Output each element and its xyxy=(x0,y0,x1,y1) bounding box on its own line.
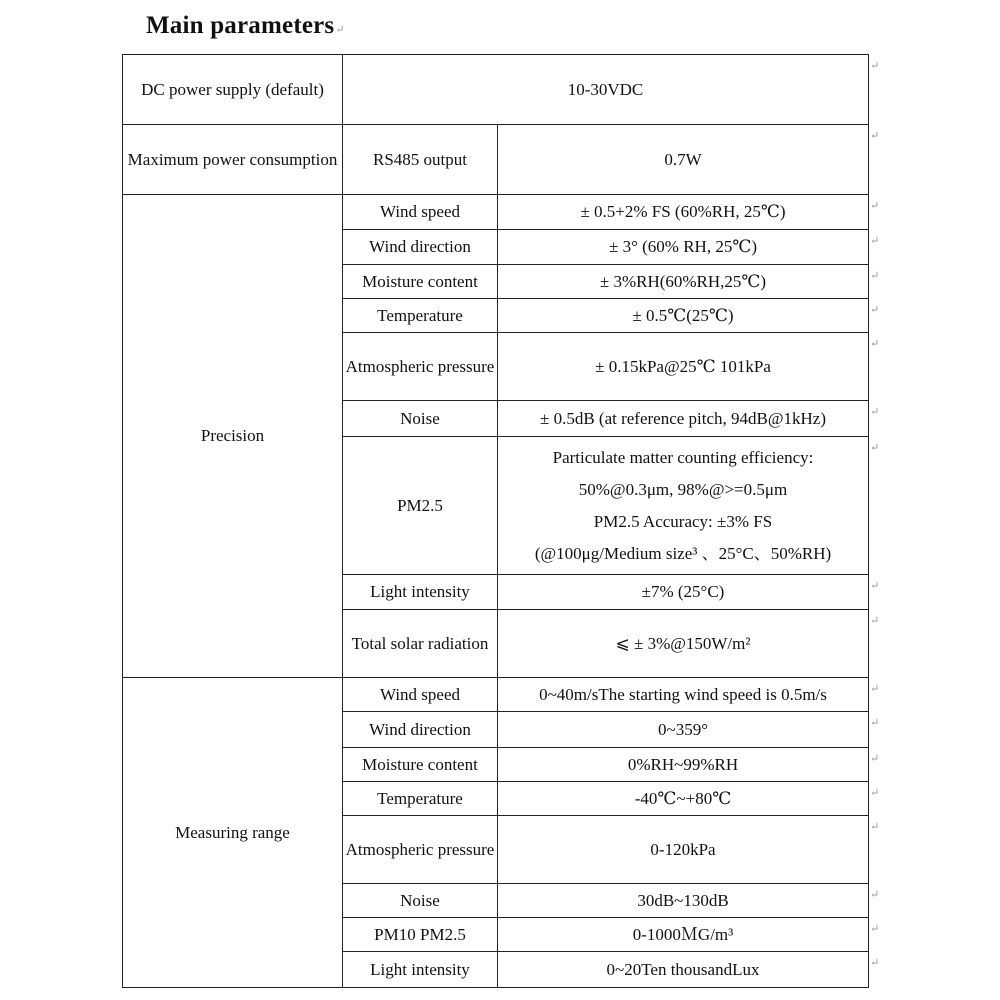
precision-param-value: ± 0.5dB (at reference pitch, 94dB@1kHz) xyxy=(498,401,869,437)
precision-param-label: Wind direction xyxy=(343,230,498,265)
range-group-label: Measuring range xyxy=(123,678,343,988)
precision-param-label: Wind speed xyxy=(343,195,498,230)
paragraph-mark-icon: ↵ xyxy=(870,199,880,212)
precision-param-label: PM2.5 xyxy=(343,437,498,575)
precision-param-value: ± 3%RH(60%RH,25℃) xyxy=(498,265,869,299)
paragraph-mark-icon: ↵ xyxy=(870,234,880,247)
range-param-value: 0-1000ＭG/m³ xyxy=(498,918,869,952)
paragraph-mark-icon: ↵ xyxy=(870,752,880,765)
range-param-label: Temperature xyxy=(343,782,498,816)
paragraph-mark-icon: ↵ xyxy=(870,405,880,418)
range-param-value: 0~40m/sThe starting wind speed is 0.5m/s xyxy=(498,678,869,712)
precision-param-label: Moisture content xyxy=(343,265,498,299)
range-param-value: 0~359° xyxy=(498,712,869,748)
value-line: (@100μg/Medium size³ 、25°C、50%RH) xyxy=(534,543,832,563)
paragraph-mark-icon: ↵ xyxy=(870,614,880,627)
paragraph-mark-icon: ↵ xyxy=(870,716,880,729)
precision-param-label: Total solar radiation xyxy=(343,610,498,678)
range-param-label: Atmospheric pressure xyxy=(343,816,498,884)
paragraph-mark-icon: ↵ xyxy=(870,337,880,350)
paragraph-mark-icon: ↵ xyxy=(870,956,880,969)
precision-param-label: Temperature xyxy=(343,299,498,333)
title-text: Main parameters xyxy=(146,12,335,39)
table-row xyxy=(123,678,869,712)
range-param-label: Noise xyxy=(343,884,498,918)
max-power-value: 0.7W xyxy=(498,125,869,195)
precision-param-value: ± 0.5℃(25℃) xyxy=(498,299,869,333)
range-param-value: 0%RH~99%RH xyxy=(498,748,869,782)
precision-param-value: ± 0.15kPa@25℃ 101kPa xyxy=(498,333,869,401)
precision-param-value: ⩽ ± 3%@150W/m² xyxy=(498,610,869,678)
paragraph-mark-icon: ↵ xyxy=(870,922,880,935)
range-param-label: PM10 PM2.5 xyxy=(343,918,498,952)
precision-param-value xyxy=(498,437,869,575)
paragraph-mark-icon: ↵ xyxy=(870,129,880,142)
precision-param-label: Atmospheric pressure xyxy=(343,333,498,401)
paragraph-mark-icon: ↵ xyxy=(870,888,880,901)
table-row xyxy=(123,55,869,125)
paragraph-mark-icon: ↵ xyxy=(870,820,880,833)
range-param-value: 0-120kPa xyxy=(498,816,869,884)
range-param-value: 30dB~130dB xyxy=(498,884,869,918)
paragraph-mark-icon: ↵ xyxy=(870,303,880,316)
range-param-label: Wind direction xyxy=(343,712,498,748)
range-param-value: -40℃~+80℃ xyxy=(498,782,869,816)
precision-param-label: Noise xyxy=(343,401,498,437)
value-line: 50%@0.3μm, 98%@>=0.5μm xyxy=(578,479,788,499)
max-power-label: Maximum power consumption xyxy=(123,125,343,195)
paragraph-mark-icon: ↵ xyxy=(335,24,345,36)
precision-param-value: ±7% (25°C) xyxy=(498,575,869,610)
precision-group-label: Precision xyxy=(123,195,343,678)
dc-power-value: 10-30VDC xyxy=(343,55,869,125)
range-param-label: Light intensity xyxy=(343,952,498,988)
dc-power-label: DC power supply (default) xyxy=(123,55,343,125)
range-param-value: 0~20Ten thousandLux xyxy=(498,952,869,988)
paragraph-mark-icon: ↵ xyxy=(870,682,880,695)
value-line: Particulate matter counting efficiency: xyxy=(552,447,814,467)
paragraph-mark-icon: ↵ xyxy=(870,269,880,282)
precision-param-label: Light intensity xyxy=(343,575,498,610)
paragraph-mark-icon: ↵ xyxy=(870,579,880,592)
precision-param-value: ± 0.5+2% FS (60%RH, 25℃) xyxy=(498,195,869,230)
paragraph-mark-icon: ↵ xyxy=(870,59,880,72)
range-param-label: Wind speed xyxy=(343,678,498,712)
page-title xyxy=(146,12,345,40)
range-param-label: Moisture content xyxy=(343,748,498,782)
parameters-table xyxy=(122,54,869,988)
rs485-label: RS485 output xyxy=(343,125,498,195)
paragraph-mark-icon: ↵ xyxy=(870,441,880,454)
paragraph-mark-icon: ↵ xyxy=(870,786,880,799)
table-row xyxy=(123,125,869,195)
precision-param-value: ± 3° (60% RH, 25℃) xyxy=(498,230,869,265)
value-line: PM2.5 Accuracy: ±3% FS xyxy=(593,511,773,531)
table-row xyxy=(123,195,869,230)
